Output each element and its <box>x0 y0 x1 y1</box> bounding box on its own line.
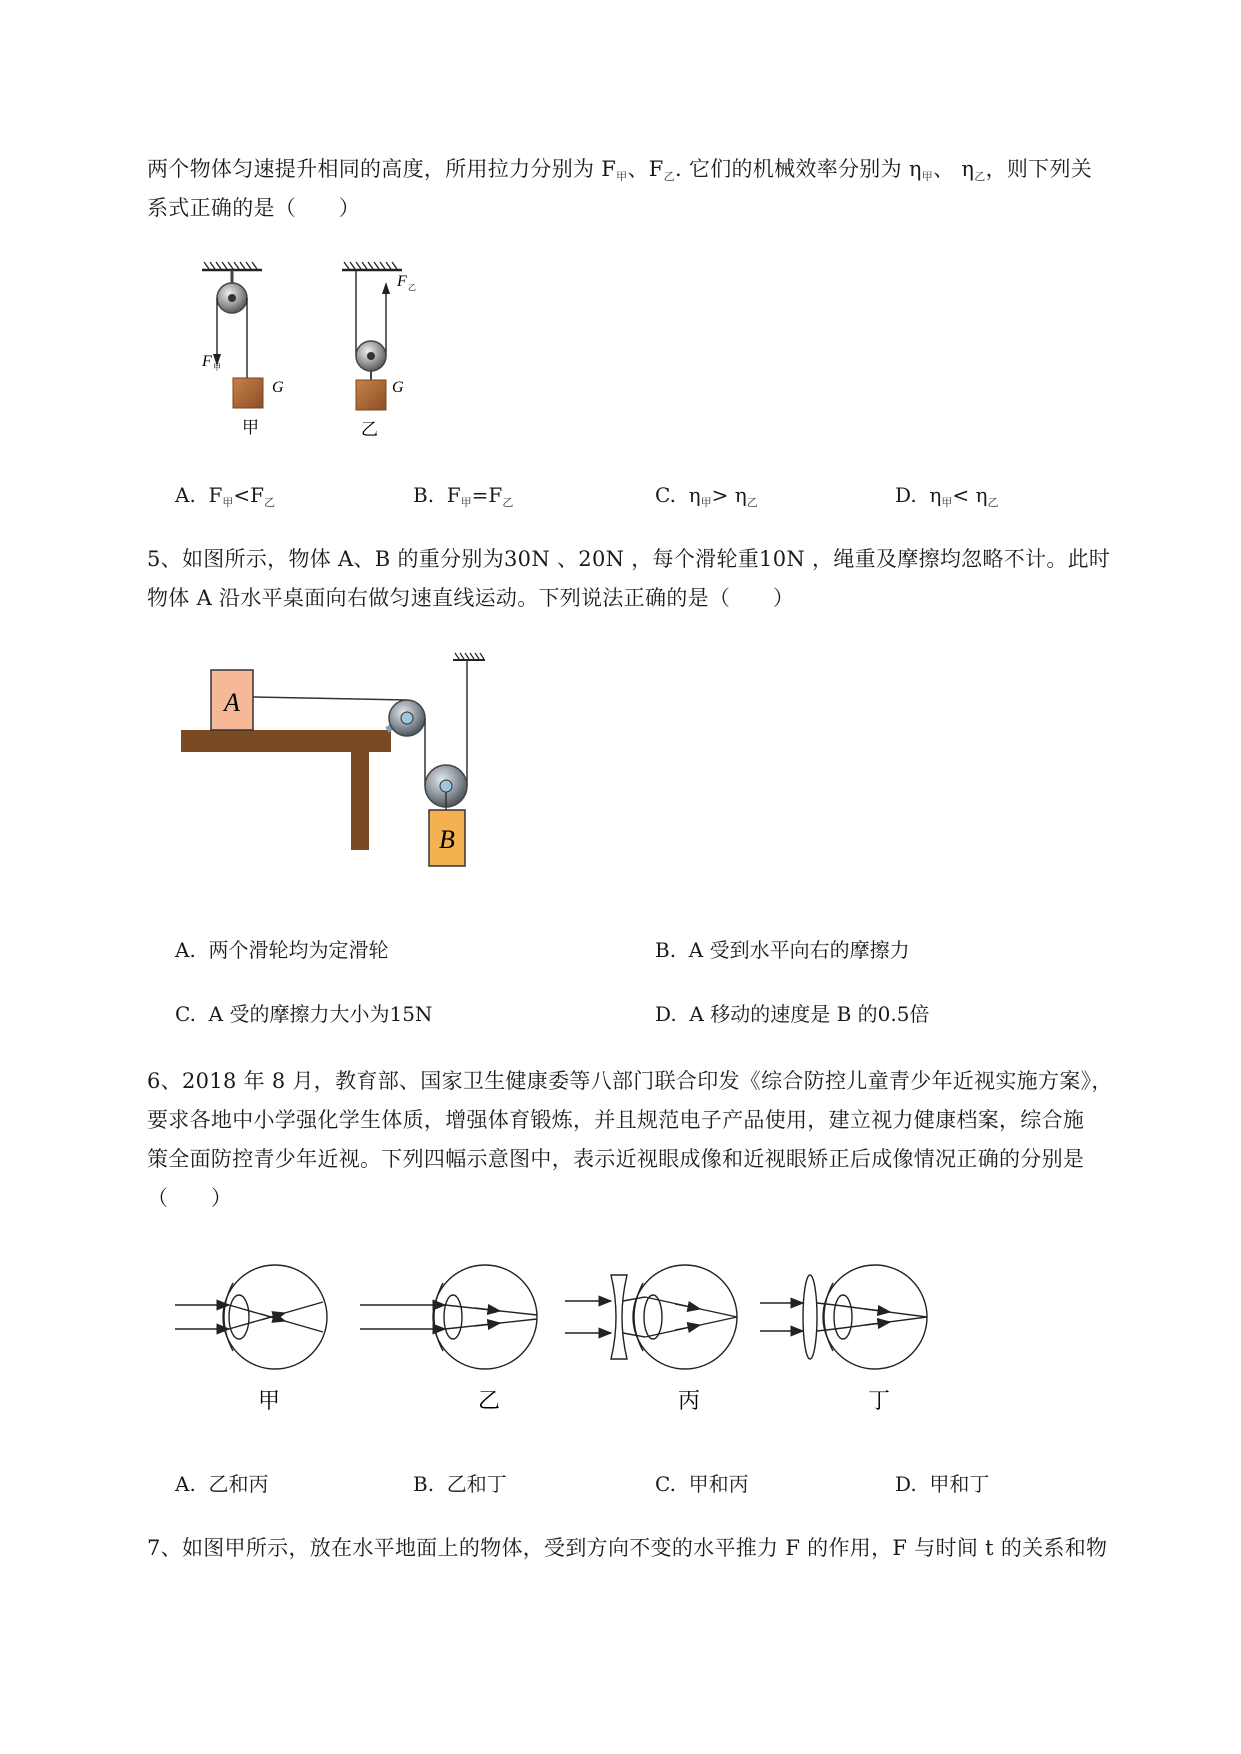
q4-pulley-figure <box>180 258 480 448</box>
svg-text:甲: 甲 <box>258 1389 281 1414</box>
q4-option-d[interactable]: D. $\eta_甲< \eta_乙$ <box>895 483 999 509</box>
svg-text:F: F <box>397 273 407 290</box>
q5-option-d[interactable]: D. A 移动的速度是 B 的0.5倍 <box>655 1002 930 1026</box>
svg-text:乙: 乙 <box>478 1389 501 1414</box>
svg-text:G: G <box>392 379 404 396</box>
svg-text:乙: 乙 <box>408 283 416 292</box>
q4-option-b[interactable]: B. $F_甲=F_乙$ <box>413 483 514 509</box>
svg-text:甲: 甲 <box>242 418 259 438</box>
q5-stem-line1: 5、如图所示，物体 A、B 的重分别为30N 、20N ，每个滑轮重10N ，绳重及摩擦均忽略不计。此时 <box>147 547 1111 571</box>
eye-diagram-ding <box>760 1265 927 1369</box>
q6-eye-diagrams <box>175 1255 955 1415</box>
q7-stem-line1: 7、如图甲所示，放在水平地面上的物体，受到方向不变的水平推力 F 的作用，F 与时间 t 的关系和物 <box>147 1536 1108 1560</box>
svg-text:A: A <box>224 688 240 717</box>
svg-text:甲: 甲 <box>213 363 221 372</box>
q5-option-c[interactable]: C. A 受的摩擦力大小为15N <box>175 1002 433 1026</box>
table-top <box>181 730 391 752</box>
svg-text:乙: 乙 <box>361 420 378 440</box>
q5-option-a[interactable]: A. 两个滑轮均为定滑轮 <box>175 938 389 962</box>
q5-table-pulley-figure <box>175 650 505 900</box>
q5-option-b[interactable]: B. A 受到水平向右的摩擦力 <box>655 938 910 962</box>
convex-lens <box>803 1275 817 1359</box>
q4-option-c[interactable]: C. $\eta_甲> \eta_乙$ <box>655 483 758 509</box>
q6-option-b[interactable]: B. 乙和丁 <box>413 1472 507 1496</box>
q6-stem-line3: 策全面防控青少年近视。下列四幅示意图中，表示近视眼成像和近视眼矫正后成像情况正确的分别是 <box>147 1147 1085 1171</box>
q6-option-d[interactable]: D. 甲和丁 <box>895 1472 990 1496</box>
q6-stem-line4: （ ） <box>147 1186 233 1210</box>
fixed-pulley-system <box>201 262 284 438</box>
q4-stem-line1: 两个物体匀速提升相同的高度，所用拉力分别为 $F_甲$、$F_乙$. 它们的机械效率分别为 $\eta_甲$、 $\eta_乙$，则下列关 <box>147 157 1093 183</box>
q6-option-a[interactable]: A. 乙和丙 <box>175 1472 269 1496</box>
eye-diagram-bing <box>565 1265 737 1369</box>
svg-text:丙: 丙 <box>678 1389 701 1414</box>
eye-diagram-jia <box>175 1265 327 1369</box>
weight-block-yi <box>356 380 386 410</box>
svg-text:B: B <box>439 825 455 854</box>
weight-block-jia <box>233 378 263 408</box>
q6-stem-line1: 6、2018 年 8 月，教育部、国家卫生健康委等八部门联合印发《综合防控儿童青少年近视实施方案》， <box>147 1069 1113 1093</box>
q6-stem-line2: 要求各地中小学强化学生体质，增强体育锻炼，并且规范电子产品使用，建立视力健康档案，综合施 <box>147 1108 1085 1132</box>
q4-stem-line2: 系式正确的是（ ） <box>147 196 360 220</box>
table-leg <box>351 750 369 850</box>
q4-option-a[interactable]: A. $F_甲<F_乙$ <box>175 483 276 509</box>
q5-stem-line2: 物体 A 沿水平桌面向右做匀速直线运动。下列说法正确的是（ ） <box>147 586 795 610</box>
svg-text:F: F <box>202 353 212 370</box>
eye-diagram-yi <box>360 1265 537 1369</box>
svg-text:丁: 丁 <box>868 1389 891 1414</box>
q6-option-c[interactable]: C. 甲和丙 <box>655 1472 749 1496</box>
svg-text:G: G <box>272 379 284 396</box>
movable-pulley-system <box>342 262 416 440</box>
concave-lens <box>611 1275 627 1359</box>
